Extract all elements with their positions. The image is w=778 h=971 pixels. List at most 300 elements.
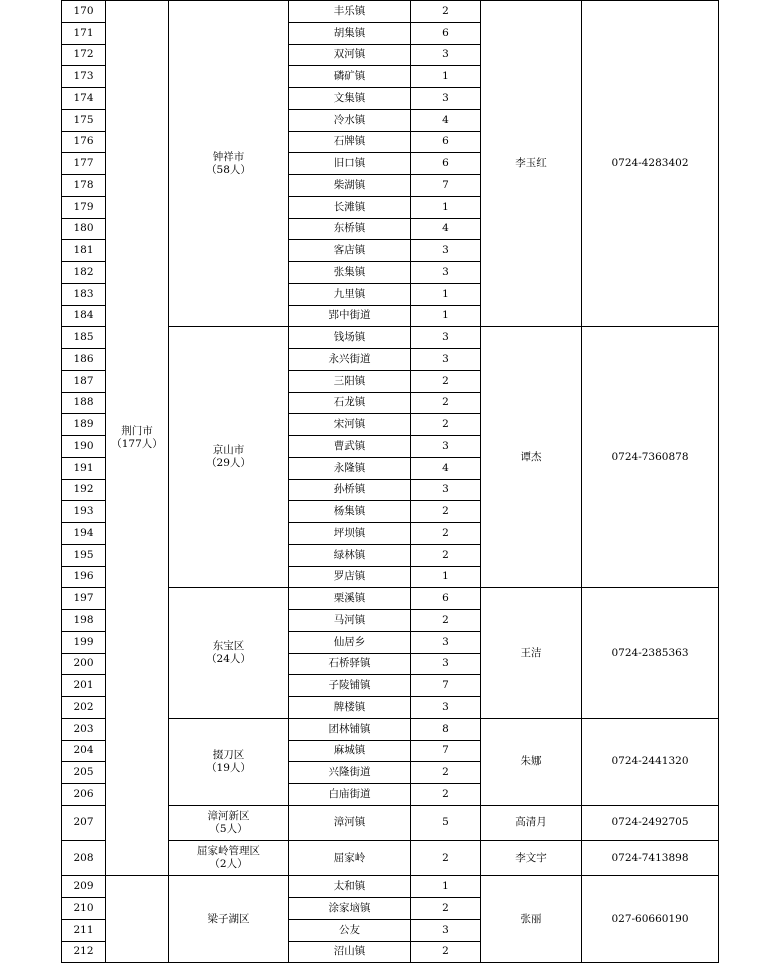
town-name: 屈家岭: [333, 851, 366, 864]
town-count: 6: [442, 157, 449, 170]
row-number: 178: [73, 178, 94, 191]
row-number-cell: [62, 175, 106, 197]
row-number-cell: [62, 740, 106, 762]
town-count: 4: [442, 113, 449, 126]
contact-phone-cell: [582, 718, 719, 805]
town-count: 3: [442, 635, 449, 648]
count-cell: [411, 283, 481, 305]
row-number-cell: [62, 66, 106, 88]
town-cell: [289, 1, 411, 23]
town-cell: [289, 283, 411, 305]
town-cell: [289, 262, 411, 284]
town-count: 2: [442, 851, 449, 864]
town-cell: [289, 196, 411, 218]
town-cell: [289, 523, 411, 545]
count-cell: [411, 109, 481, 131]
district-name: 钟祥市: [212, 150, 245, 163]
district-cell: [169, 588, 289, 719]
row-number: 200: [73, 657, 94, 670]
count-cell: [411, 919, 481, 941]
town-cell: [289, 740, 411, 762]
row-number: 210: [73, 901, 94, 914]
row-number-cell: [62, 44, 106, 66]
row-number: 171: [73, 26, 94, 39]
row-number-cell: [62, 631, 106, 653]
town-count: 3: [442, 483, 449, 496]
row-number-cell: [62, 436, 106, 458]
town-name: 坪坝镇: [333, 526, 366, 539]
town-cell: [289, 898, 411, 920]
town-name: 沼山镇: [333, 945, 366, 958]
count-cell: [411, 196, 481, 218]
count-cell: [411, 876, 481, 898]
town-count: 2: [442, 613, 449, 626]
district-cell: [169, 805, 289, 840]
town-count: 4: [442, 461, 449, 474]
town-name: 子陵铺镇: [328, 679, 371, 692]
count-cell: [411, 349, 481, 371]
town-count: 2: [442, 505, 449, 518]
contact-name: 王洁: [520, 646, 542, 659]
town-count: 7: [442, 744, 449, 757]
town-cell: [289, 718, 411, 740]
town-count: 1: [442, 70, 449, 83]
town-cell: [289, 153, 411, 175]
count-cell: [411, 501, 481, 523]
town-count: 2: [442, 4, 449, 17]
count-cell: [411, 1, 481, 23]
town-cell: [289, 697, 411, 719]
row-number: 186: [73, 352, 94, 365]
row-number: 183: [73, 287, 94, 300]
town-count: 5: [442, 816, 449, 829]
town-cell: [289, 919, 411, 941]
count-cell: [411, 175, 481, 197]
count-cell: [411, 436, 481, 458]
row-number: 203: [73, 722, 94, 735]
town-cell: [289, 22, 411, 44]
town-name: 曹武镇: [333, 439, 366, 452]
town-name: 柴湖镇: [333, 178, 366, 191]
district-total: （58人）: [206, 163, 251, 176]
row-number: 176: [73, 135, 94, 148]
row-number-cell: [62, 22, 106, 44]
town-count: 3: [442, 48, 449, 61]
town-count: 7: [442, 679, 449, 692]
count-cell: [411, 153, 481, 175]
town-name: 永隆镇: [333, 461, 366, 474]
count-cell: [411, 88, 481, 110]
city-total: （177人）: [111, 438, 163, 451]
town-name: 郢中街道: [328, 309, 371, 322]
row-number-cell: [62, 240, 106, 262]
row-number-cell: [62, 841, 106, 876]
town-count: 3: [442, 91, 449, 104]
row-number: 188: [73, 396, 94, 409]
row-number-cell: [62, 392, 106, 414]
town-cell: [289, 305, 411, 327]
town-count: 3: [442, 352, 449, 365]
row-number-cell: [62, 457, 106, 479]
count-cell: [411, 414, 481, 436]
town-cell: [289, 805, 411, 840]
town-name: 石牌镇: [333, 135, 366, 148]
town-name: 杨集镇: [333, 505, 366, 518]
town-cell: [289, 784, 411, 806]
town-count: 1: [442, 570, 449, 583]
count-cell: [411, 841, 481, 876]
count-cell: [411, 653, 481, 675]
row-number: 182: [73, 265, 94, 278]
row-number: 204: [73, 744, 94, 757]
district-cell: [169, 1, 289, 327]
town-count: 2: [442, 787, 449, 800]
town-name: 张集镇: [333, 265, 366, 278]
row-number-cell: [62, 262, 106, 284]
row-number: 197: [73, 592, 94, 605]
count-cell: [411, 631, 481, 653]
town-count: 8: [442, 722, 449, 735]
row-number-cell: [62, 501, 106, 523]
row-number: 190: [73, 439, 94, 452]
table-body: [62, 1, 719, 963]
row-number: 208: [73, 851, 94, 864]
town-name: 团林铺镇: [328, 722, 371, 735]
town-name: 长滩镇: [333, 200, 366, 213]
contact-name: 李玉红: [515, 157, 547, 170]
contact-phone: 0724-2385363: [611, 646, 689, 659]
town-name: 栗溪镇: [333, 592, 366, 605]
row-number-cell: [62, 479, 106, 501]
town-count: 2: [442, 396, 449, 409]
town-cell: [289, 841, 411, 876]
contact-phone-cell: [582, 327, 719, 588]
count-cell: [411, 697, 481, 719]
count-cell: [411, 941, 481, 963]
town-name: 冷水镇: [333, 113, 366, 126]
row-number: 187: [73, 374, 94, 387]
row-number: 181: [73, 244, 94, 257]
district-name: 掇刀区: [212, 748, 245, 761]
contact-name: 张丽: [520, 912, 542, 925]
town-name: 胡集镇: [333, 26, 366, 39]
town-name: 绿林镇: [333, 548, 366, 561]
town-cell: [289, 436, 411, 458]
town-cell: [289, 941, 411, 963]
contact-name-cell: [481, 841, 582, 876]
contact-name: 朱娜: [520, 755, 542, 768]
town-name: 旧口镇: [333, 157, 366, 170]
contact-name-cell: [481, 718, 582, 805]
city-name: 荆门市: [121, 425, 153, 438]
row-number-cell: [62, 588, 106, 610]
town-name: 仙居乡: [333, 635, 366, 648]
contact-phone: 0724-7413898: [611, 851, 689, 864]
town-name: 磷矿镇: [333, 70, 366, 83]
town-name: 兴隆街道: [328, 766, 371, 779]
town-name: 漳河镇: [333, 816, 366, 829]
row-number-cell: [62, 653, 106, 675]
count-cell: [411, 457, 481, 479]
contact-name: 谭杰: [520, 450, 542, 463]
town-count: 6: [442, 135, 449, 148]
row-number-cell: [62, 762, 106, 784]
town-count: 3: [442, 244, 449, 257]
row-number-cell: [62, 718, 106, 740]
town-count: 1: [442, 880, 449, 893]
town-cell: [289, 479, 411, 501]
contact-name: 李文宇: [515, 851, 547, 864]
district-total: （29人）: [206, 457, 251, 470]
count-cell: [411, 523, 481, 545]
count-cell: [411, 392, 481, 414]
row-number: 206: [73, 787, 94, 800]
district-name: 屈家岭管理区: [197, 845, 260, 858]
row-number: 195: [73, 548, 94, 561]
row-number-cell: [62, 566, 106, 588]
count-cell: [411, 327, 481, 349]
town-name: 孙桥镇: [333, 483, 366, 496]
town-cell: [289, 653, 411, 675]
town-cell: [289, 675, 411, 697]
town-cell: [289, 370, 411, 392]
count-cell: [411, 784, 481, 806]
town-name: 牌楼镇: [333, 700, 366, 713]
town-name: 涂家垴镇: [328, 901, 371, 914]
town-count: 2: [442, 418, 449, 431]
town-name: 马河镇: [333, 613, 366, 626]
town-cell: [289, 349, 411, 371]
contact-phone-cell: [582, 805, 719, 840]
row-number-cell: [62, 196, 106, 218]
town-count: 2: [442, 901, 449, 914]
town-count: 2: [442, 945, 449, 958]
count-cell: [411, 370, 481, 392]
row-number-cell: [62, 283, 106, 305]
town-cell: [289, 457, 411, 479]
town-name: 文集镇: [333, 91, 366, 104]
row-number-cell: [62, 941, 106, 963]
district-total: （2人）: [209, 858, 248, 871]
row-number-cell: [62, 218, 106, 240]
count-cell: [411, 898, 481, 920]
contact-phone: 027-60660190: [611, 912, 689, 925]
count-cell: [411, 740, 481, 762]
row-number: 194: [73, 526, 94, 539]
town-cell: [289, 566, 411, 588]
contact-name-cell: [481, 327, 582, 588]
town-cell: [289, 392, 411, 414]
row-number-cell: [62, 370, 106, 392]
row-number-cell: [62, 153, 106, 175]
town-count: 7: [442, 178, 449, 191]
row-number-cell: [62, 523, 106, 545]
town-count: 1: [442, 200, 449, 213]
table-row: [62, 1, 719, 23]
contact-name-cell: [481, 1, 582, 327]
contact-name-cell: [481, 805, 582, 840]
table-row: [62, 876, 719, 898]
city-cell: [106, 1, 169, 876]
district-name: 梁子湖区: [207, 912, 250, 925]
town-cell: [289, 610, 411, 632]
count-cell: [411, 218, 481, 240]
count-cell: [411, 305, 481, 327]
district-cell: [169, 876, 289, 963]
row-number: 199: [73, 635, 94, 648]
town-count: 3: [442, 439, 449, 452]
count-cell: [411, 22, 481, 44]
row-number: 180: [73, 222, 94, 235]
row-number: 201: [73, 679, 94, 692]
contact-phone-cell: [582, 841, 719, 876]
town-count: 2: [442, 526, 449, 539]
row-number: 211: [73, 923, 94, 936]
row-number: 192: [73, 483, 94, 496]
town-cell: [289, 544, 411, 566]
row-number: 184: [73, 309, 94, 322]
contact-phone-cell: [582, 876, 719, 963]
count-cell: [411, 566, 481, 588]
town-name: 石桥驿镇: [328, 657, 371, 670]
town-name: 东桥镇: [333, 222, 366, 235]
town-cell: [289, 240, 411, 262]
row-number-cell: [62, 109, 106, 131]
town-count: 6: [442, 26, 449, 39]
contact-name-cell: [481, 588, 582, 719]
row-number: 196: [73, 570, 94, 583]
count-cell: [411, 805, 481, 840]
town-name: 麻城镇: [333, 744, 366, 757]
contact-phone: 0724-2492705: [611, 816, 689, 829]
count-cell: [411, 479, 481, 501]
count-cell: [411, 588, 481, 610]
district-cell: [169, 841, 289, 876]
district-name: 漳河新区: [207, 809, 250, 822]
contact-name: 高清月: [515, 816, 547, 829]
row-number-cell: [62, 327, 106, 349]
town-count: 3: [442, 657, 449, 670]
town-count: 3: [442, 923, 449, 936]
town-name: 钱场镇: [333, 331, 366, 344]
contact-name-cell: [481, 876, 582, 963]
district-name: 东宝区: [212, 640, 245, 652]
town-cell: [289, 876, 411, 898]
count-cell: [411, 240, 481, 262]
town-cell: [289, 762, 411, 784]
row-number-cell: [62, 544, 106, 566]
town-cell: [289, 66, 411, 88]
row-number: 185: [73, 331, 94, 344]
row-number: 207: [73, 816, 94, 829]
row-number: 172: [73, 48, 94, 61]
contact-phone: 0724-4283402: [611, 157, 689, 170]
row-number: 202: [73, 700, 94, 713]
town-count: 2: [442, 374, 449, 387]
town-cell: [289, 109, 411, 131]
row-number-cell: [62, 898, 106, 920]
district-cell: [169, 718, 289, 805]
town-count: 3: [442, 331, 449, 344]
row-number: 212: [73, 945, 94, 958]
town-name: 罗店镇: [333, 570, 366, 583]
count-cell: [411, 262, 481, 284]
contact-phone-cell: [582, 588, 719, 719]
row-number: 209: [73, 880, 94, 893]
town-name: 公友: [339, 923, 360, 936]
town-name: 石龙镇: [333, 396, 366, 409]
row-number-cell: [62, 414, 106, 436]
row-number: 191: [73, 461, 94, 474]
count-cell: [411, 610, 481, 632]
town-cell: [289, 501, 411, 523]
row-number-cell: [62, 131, 106, 153]
town-count: 3: [442, 700, 449, 713]
town-name: 白庙街道: [328, 787, 371, 800]
row-number-cell: [62, 610, 106, 632]
district-cell: [169, 327, 289, 588]
row-number: 170: [73, 4, 94, 17]
town-count: 1: [442, 309, 449, 322]
town-cell: [289, 631, 411, 653]
town-count: 4: [442, 222, 449, 235]
town-name: 丰乐镇: [333, 4, 366, 17]
district-name: 京山市: [212, 444, 245, 457]
district-total: （24人）: [206, 653, 251, 665]
town-cell: [289, 588, 411, 610]
row-number: 179: [73, 200, 94, 213]
row-number: 175: [73, 113, 94, 126]
town-cell: [289, 218, 411, 240]
town-name: 宋河镇: [333, 418, 366, 431]
town-name: 双河镇: [333, 48, 366, 61]
town-count: 6: [442, 592, 449, 605]
row-number-cell: [62, 675, 106, 697]
row-number-cell: [62, 697, 106, 719]
row-number: 205: [73, 766, 94, 779]
row-number: 189: [73, 418, 94, 431]
row-number: 173: [73, 70, 94, 83]
district-total: （19人）: [206, 761, 251, 774]
contact-phone: 0724-2441320: [611, 755, 689, 768]
contact-phone-cell: [582, 1, 719, 327]
row-number-cell: [62, 805, 106, 840]
row-number-cell: [62, 1, 106, 23]
row-number: 174: [73, 91, 94, 104]
count-cell: [411, 44, 481, 66]
row-number-cell: [62, 305, 106, 327]
town-name: 客店镇: [333, 244, 366, 257]
row-number-cell: [62, 88, 106, 110]
town-name: 永兴街道: [328, 352, 371, 365]
town-count: 2: [442, 766, 449, 779]
count-cell: [411, 762, 481, 784]
district-total: （5人）: [209, 822, 248, 835]
count-cell: [411, 675, 481, 697]
town-cell: [289, 88, 411, 110]
town-cell: [289, 327, 411, 349]
row-number: 193: [73, 505, 94, 518]
town-cell: [289, 175, 411, 197]
row-number: 177: [73, 157, 94, 170]
town-name: 三阳镇: [333, 374, 366, 387]
town-name: 九里镇: [333, 287, 366, 300]
town-count: 1: [442, 287, 449, 300]
row-number-cell: [62, 919, 106, 941]
row-number-cell: [62, 349, 106, 371]
town-name: 太和镇: [333, 880, 366, 893]
count-cell: [411, 718, 481, 740]
